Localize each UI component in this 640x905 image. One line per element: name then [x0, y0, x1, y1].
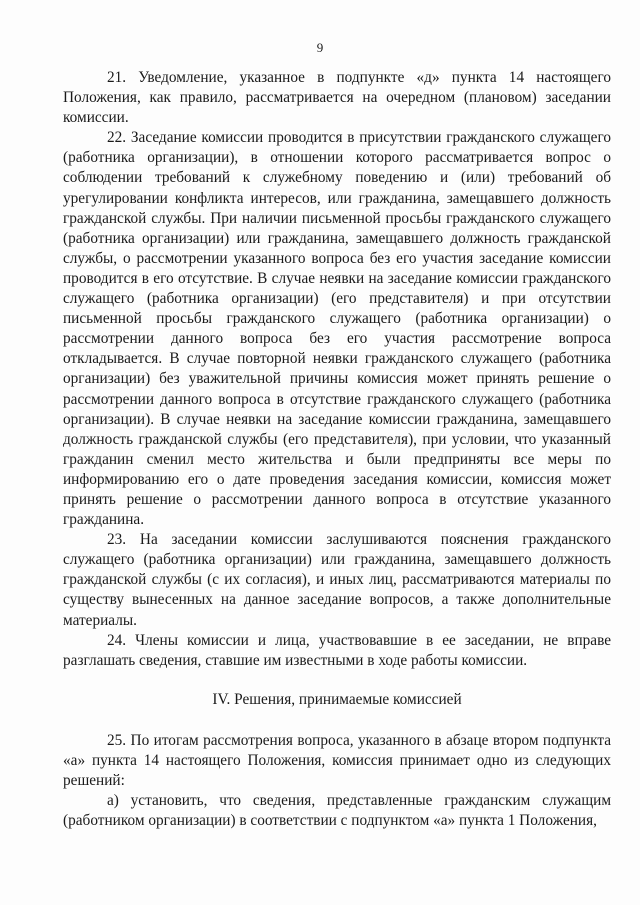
- paragraph-21: 21. Уведомление, указанное в подпункте «д» пункта 14 настоящего Положения, как правило, рассматривается на очередном (плановом) заседании комиссии.: [63, 69, 611, 127]
- paragraph-25: 25. По итогам рассмотрения вопроса, указанного в абзаце втором подпункта «а» пункта 14 настоящего Положения, комиссия принимает одно из следующих решений:: [63, 731, 611, 790]
- section-heading: IV. Решения, принимаемые комиссией: [212, 690, 462, 708]
- paragraph-25-a: а) установить, что сведения, представленные гражданским служащим (работником организации) в соответствии с подпунктом «а» пункта 1 Положения,: [63, 792, 611, 830]
- paragraph-24: 24. Члены комиссии и лица, участвовавшие в ее заседании, не вправе разглашать сведения, ставшие им известными в ходе работы комиссии.: [63, 631, 611, 669]
- page-number: 9: [316, 40, 324, 55]
- paragraph-23: 23. На заседании комиссии заслушиваются пояснения гражданского служащего (работника организации) или гражданина, замещавшего должность гражданской службы (с их согласия), и иных лиц, рассматриваются материалы по существу вынесенных на данное заседание вопросов, а также дополнительные материалы.: [63, 531, 611, 629]
- document-body: [63, 68, 611, 831]
- paragraph-22: 22. Заседание комиссии проводится в присутствии гражданского служащего (работника организации), в отношении которого рассматривается вопрос о соблюдении требований к служебному поведению и (или) требований об урегулировании конфликта интересов, или гражданина, замещавшего должность гражданской службы. При наличии письменной просьбы гражданского служащего (работника организации) или гражданина, замещавшего должность гражданской службы, о рассмотрении указанного вопроса без его участия заседание комиссии проводится в его отсутствие. В случае неявки на заседание комиссии гражданского служащего (работника организации) (его представителя) и при отсутствии письменной просьбы гражданского служащего (работника организации) о рассмотрении данного вопроса без его участия рассмотрение вопроса откладывается. В случае повторной неявки гражданского служащего (работника организации) без уважительной причины комиссия может принять решение о рассмотрении данного вопроса в отсутствие гражданского служащего (работника организации). В случае неявки на заседание комиссии гражданина, замещавшего должность гражданской службы (его представителя), при условии, что указанный гражданин сменил место жительства и были предприняты все меры по информированию его о дате проведения заседания комиссии, комиссия может принять решение о рассмотрении данного вопроса в отсутствие указанного гражданина.: [63, 129, 611, 529]
